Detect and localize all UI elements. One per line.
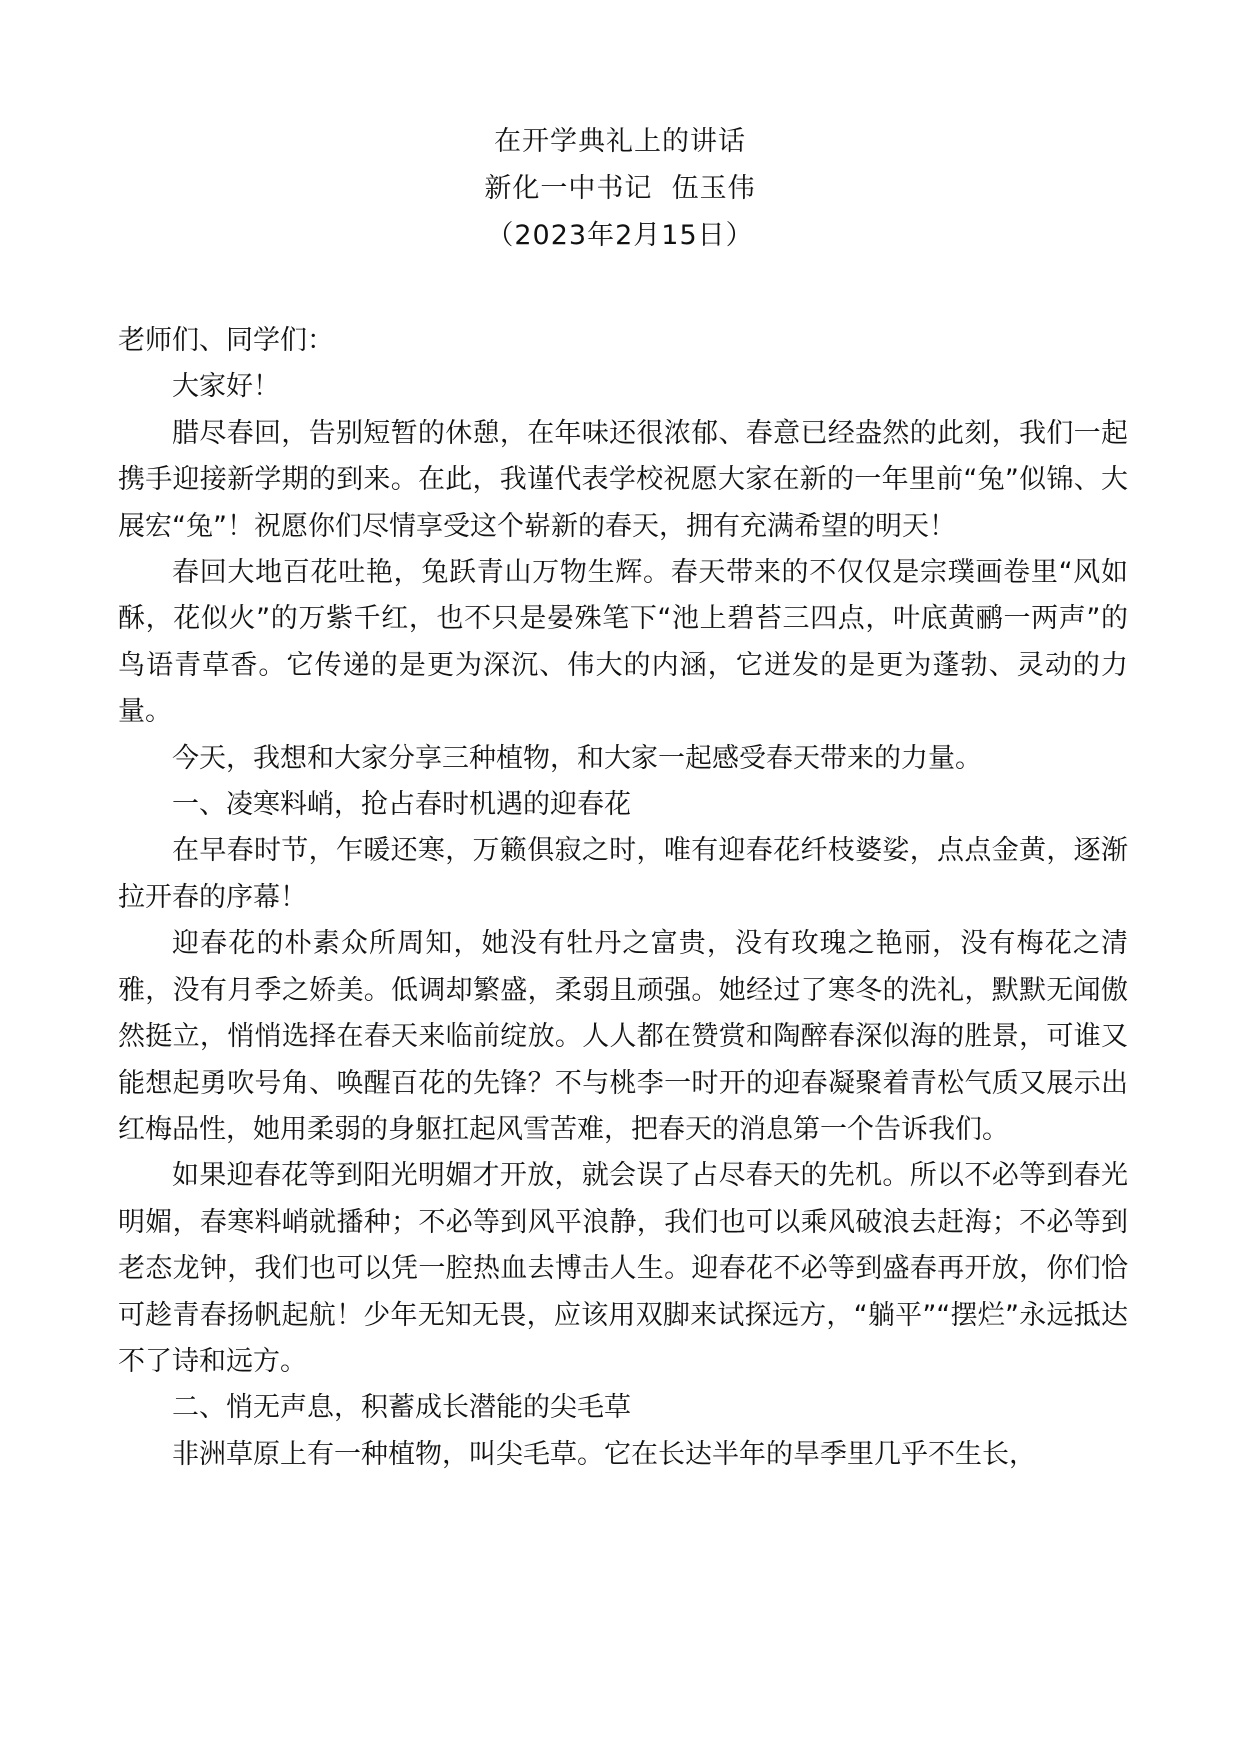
speaker-line: 新化一中书记 伍玉伟 [484, 173, 756, 204]
paragraph-grass: 非洲草原上有一种植物，叫尖毛草。它在长达半年的旱季里几乎不生长， [172, 1438, 1036, 1470]
speech-date: （2023年2月15日） [486, 220, 754, 251]
document-header [0, 118, 1240, 259]
section-heading-1: 一、凌寒料峭，抢占春时机遇的迎春花 [172, 789, 631, 821]
paragraph-spring: 春回大地百花吐艳，兔跃青山万物生辉。春天带来的不仅仅是宗璞画卷里“风如酥，花似火”的万紫千红，也不只是晏殊笔下“池上碧苔三四点，叶底黄鹂一两声”的鸟语青草香。它传递的是更为深沉、伟大的内涵，它迸发的是更为蓬勃、灵动的力量。 [118, 557, 1128, 728]
greeting: 大家好！ [172, 371, 280, 403]
salutation: 老师们、同学们： [118, 325, 334, 356]
speech-title: 在开学典礼上的讲话 [494, 126, 746, 157]
paragraph-seize-chance: 如果迎春花等到阳光明媚才开放，就会误了占尽春天的先机。所以不必等到春光明媚，春寒料峭就播种；不必等到风平浪静，我们也可以乘风破浪去赶海；不必等到老态龙钟，我们也可以凭一腔热血去博击人生。迎春花不必等到盛春再开放，你们恰可趁青春扬帆起航！少年无知无畏，应该用双脚来试探远方，“躺平”“摆烂”永远抵达不了诗和远方。 [118, 1160, 1128, 1377]
document-body [118, 318, 1128, 1478]
section-heading-2: 二、悄无声息，积蓄成长潜能的尖毛草 [172, 1392, 631, 1424]
paragraph-opening: 腊尽春回，告别短暂的休憩，在年味还很浓郁、春意已经盎然的此刻，我们一起携手迎接新学期的到来。在此，我谨代表学校祝愿大家在新的一年里前“兔”似锦、大展宏“兔”！祝愿你们尽情享受这个崭新的春天，拥有充满希望的明天！ [118, 417, 1128, 542]
paragraph-three-plants: 今天，我想和大家分享三种植物，和大家一起感受春天带来的力量。 [172, 742, 982, 774]
paragraph-jasmine: 迎春花的朴素众所周知，她没有牡丹之富贵，没有玫瑰之艳丽，没有梅花之清雅，没有月季之娇美。低调却繁盛，柔弱且顽强。她经过了寒冬的洗礼，默默无闻傲然挺立，悄悄选择在春天来临前绽放。人人都在赞赏和陶醉春深似海的胜景，可谁又能想起勇吹号角、唤醒百花的先锋？不与桃李一时开的迎春凝聚着青松气质又展示出红梅品性，她用柔弱的身躯扛起风雪苦难，把春天的消息第一个告诉我们。 [118, 928, 1128, 1145]
paragraph-early-spring: 在早春时节，乍暖还寒，万籁俱寂之时，唯有迎春花纤枝婆娑，点点金黄，逐渐拉开春的序幕！ [118, 835, 1128, 913]
